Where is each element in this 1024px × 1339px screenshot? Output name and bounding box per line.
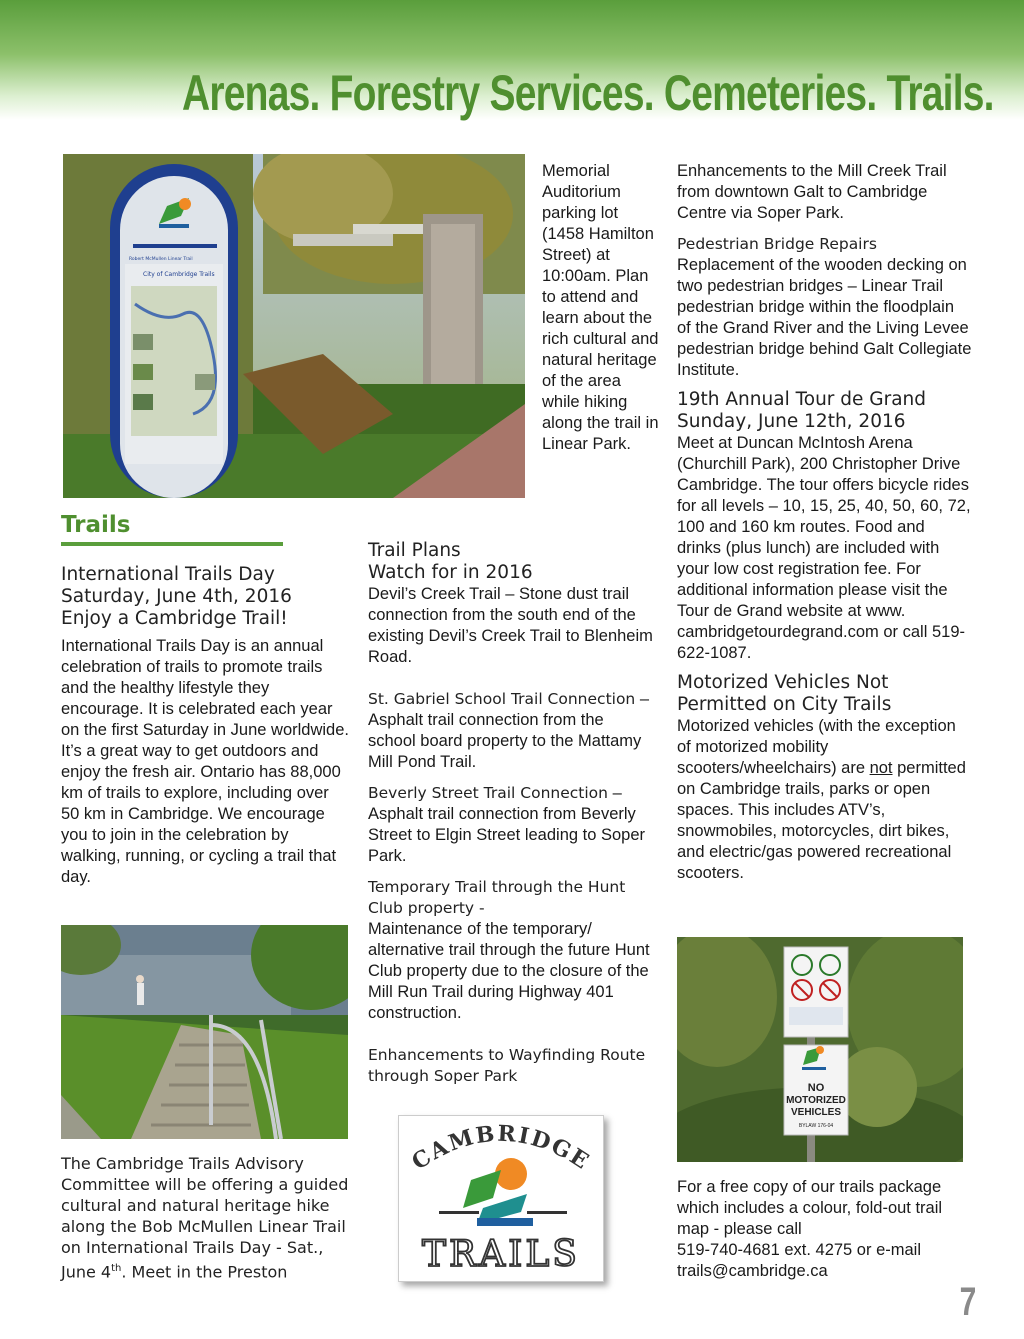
page-number: 7 [959, 1280, 976, 1324]
section-rule [61, 542, 283, 546]
bridge-body: Replacement of the wooden decking on two pedestrian bridges – Linear Trail pedestrian bridge within the floodplain of the Grand River and the Living Levee pedestrian bridge behind Galt Collegiate Institute. [677, 256, 972, 379]
beverly-title: Beverly Street Trail Connection [368, 784, 608, 802]
logo-top-word: CAMBRIDGE [407, 1120, 595, 1176]
motor-heading-2: Permitted on City Trails [677, 694, 892, 715]
trail-sign-photo [63, 154, 525, 498]
advisory-text: The Cambridge Trails Advisory Committee will be offering a guided cultural and natural heritage hike along the Bob McMullen Linear Trail on International Trails Day - Sat., June 4 [61, 1154, 349, 1282]
river-stairs-photo [61, 925, 348, 1139]
mill-creek-item: Enhancements to the Mill Creek Trail from downtown Galt to Cambridge Centre via Soper Park. [677, 162, 947, 222]
intl-heading-2: Saturday, June 4th, 2016 [61, 586, 292, 607]
free-copy-block [677, 1177, 972, 1282]
motor-not-emphasis: not [869, 759, 893, 777]
beverly-body: – Asphalt trail connection from Beverly Street to Elgin Street leading to Soper Park. [368, 784, 646, 865]
motor-heading-1: Motorized Vehicles Not [677, 672, 889, 693]
page-headline: Arenas. Forestry Services. Cemeteries. Trails. [182, 65, 994, 121]
free-copy-text: For a free copy of our trails package which includes a colour, fold-out trail map - please call [677, 1178, 943, 1238]
free-copy-phone[interactable]: 519-740-4681 ext. 4275 or e-mail [677, 1241, 921, 1259]
no-motorized-sign-photo [677, 937, 963, 1162]
advisory-text-end: . Meet in the Preston [121, 1262, 288, 1282]
tour-heading-1: 19th Annual Tour de Grand [677, 389, 927, 410]
st-gabriel-title: St. Gabriel School Trail Connection [368, 690, 636, 708]
tour-heading-2: Sunday, June 12th, 2016 [677, 411, 906, 432]
free-copy-email[interactable]: trails@cambridge.ca [677, 1262, 828, 1280]
motor-body-text-end: permitted on Cambridge trails, parks or open spaces. This includes ATV’s, snowmobiles, motorcycles, dirt bikes, and electric/gas powered recreational scooters. [677, 759, 966, 882]
logo-leaf-icon [463, 1170, 501, 1208]
plans-heading-1: Trail Plans [368, 540, 461, 561]
advisory-superscript: th [111, 1263, 122, 1274]
cambridge-trails-logo [398, 1115, 604, 1282]
advisory-paragraph [61, 1153, 351, 1282]
memorial-paragraph: Memorial Auditorium parking lot (1458 Hamilton Street) at 10:00am. Plan to attend and learn about the rich cultural and natural heritage of the area while hiking along the trail in Linear Park. [542, 162, 659, 453]
intl-trails-day-block [61, 564, 351, 888]
section-title-trails: Trails [61, 512, 131, 538]
devils-creek-item: Devil’s Creek Trail – Stone dust trail connection from the south end of the existing Devil’s Creek Trail to Blenheim Road. [368, 585, 653, 666]
sign-line-2: MOTORIZED [786, 1095, 846, 1106]
intl-heading-1: International Trails Day [61, 564, 275, 585]
bridge-title: Pedestrian Bridge Repairs [677, 235, 877, 253]
temporary-title: Temporary Trail through the Hunt Club property - [368, 878, 626, 917]
intl-body: International Trails Day is an annual celebration of trails to promote trails and the healthy lifestyle they encourage. It is celebrated each year on the first Saturday in June worldwide. It’s a great way to get outdoors and enjoy the fresh air. Ontario has 88,000 km of trails to explore, including over 50 km in Cambridge. We encourage you to join in the celebration by walking, running, or cycling a trail that day. [61, 637, 349, 886]
tour-body: Meet at Duncan McIntosh Arena (Churchill Park), 200 Christopher Drive Cambridge. The tour offers bicycle rides for all levels – 10, 15, 25, 40, 50, 60, 72, 100 and 160 km routes. Food and drinks (plus lunch) are included with your low cost registration fee. For additional information please visit the Tour de Grand website at www. cambridgetourdegrand.com or call 519- 622-1087. [677, 434, 971, 662]
column-3-block [677, 161, 972, 884]
temporary-body: Maintenance of the temporary/ alternative trail through the future Hunt Club property due to the closure of the Mill Run Trail during Highway 401 construction. [368, 920, 650, 1022]
motor-body [677, 716, 972, 884]
plans-heading-2: Watch for in 2016 [368, 562, 533, 583]
logo-bottom-word: TRAILS [422, 1234, 580, 1275]
sign-line-1: NO [807, 1082, 825, 1094]
motor-body-text: Motorized vehicles (with the exception of motorized mobility scooters/wheelchairs) are [677, 717, 956, 777]
intl-heading-3: Enjoy a Cambridge Trail! [61, 608, 288, 629]
signpost-text: Robert McMullen Linear Trail [129, 257, 193, 262]
trail-plans-block [368, 540, 653, 1087]
sign-bylaw: BYLAW 176-04 [798, 1123, 834, 1129]
wayfinding-title: Enhancements to Wayfinding Route through Soper Park [368, 1046, 646, 1085]
sign-line-3: VEHICLES [790, 1107, 842, 1118]
st-gabriel-body: – Asphalt trail connection from the school board property to the Mattamy Mill Pond Trail. [368, 690, 650, 771]
sign-caption: City of Cambridge Trails [143, 271, 215, 278]
